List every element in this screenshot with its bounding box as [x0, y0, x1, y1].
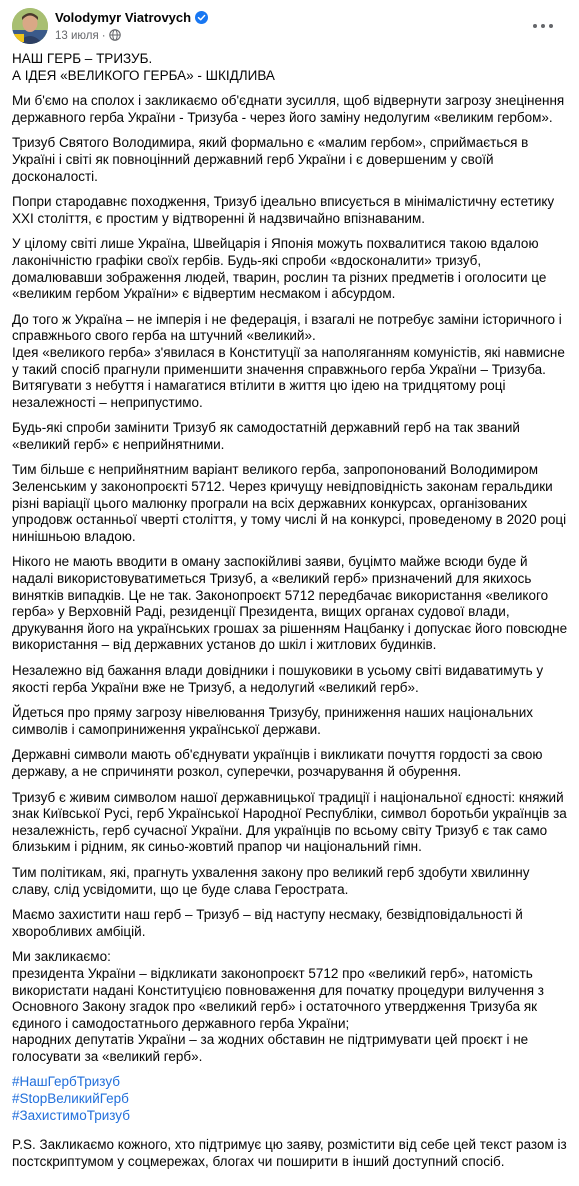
post-paragraph: Тризуб Святого Володимира, який формально є «малим гербом», сприймається в Україні і світі як повноцінний державний герб України і є довершеним у своїй досконалості. — [12, 135, 529, 184]
more-options-icon[interactable] — [531, 14, 555, 38]
post-paragraph: Попри стародавнє походження, Тризуб ідеально вписується в мінімалістичну естетику XXI століття, є простим у відтворенні й надзвичайно впізнаваним. — [12, 194, 555, 226]
post-paragraph: Ми закликаємо: президента України – відкликати законопроєкт 5712 про «великий герб», натомість використати надані Конституцією повноваження для початку процедури вилучення з Основного Закону згадок про «великий герб» і остаточного утвердження Тризуба як єдиного і самодостатнього державного герба України; народних депутатів України – за жодних обставин не підтримувати цей проєкт і не голосувати за «великий герб». — [12, 949, 544, 1064]
hashtag-link[interactable]: #StopВеликийГерб — [12, 1091, 129, 1107]
post-paragraph: Йдеться про пряму загрозу нівелювання Тризубу, приниження наших національних символів і самоприниження української держави. — [12, 705, 534, 737]
postscript: P.S. Закликаємо кожного, хто підтримує цю заяву, розмістити від себе цей текст разом із постскриптумом у соцмережах, блогах чи поширити в інший доступний спосіб. — [12, 1137, 567, 1169]
author-name[interactable]: Volodymyr Viatrovych — [55, 10, 192, 25]
post-paragraph: Тим більше є неприйнятним варіант великого герба, запропонований Володимиром Зеленським у законопроєкті 5712. Через кричущу невідповідність законам геральдики різні варіації цього малюнку програли на всіх державних конкурсах, організованих упродовж останньої чверті століття, у тому числі й на конкурсі, проведеному в 2020 році нинішньою владою. — [12, 462, 567, 544]
hashtag-list — [12, 1074, 570, 1124]
post-paragraph: НАШ ГЕРБ – ТРИЗУБ. А ІДЕЯ «ВЕЛИКОГО ГЕРБА» - ШКІДЛИВА — [12, 51, 275, 83]
post-paragraph: Незалежно від бажання влади довідники і пошуковики в усьому світі видаватимуть у якості герба України вже не Тризуб, а недолугий «великий герб». — [12, 663, 544, 695]
post-paragraph: Тим політикам, які, прагнуть ухвалення закону про великий герб здобути хвилинну славу, слід усвідомити, що це буде слава Герострата. — [12, 864, 530, 897]
post-body — [12, 51, 570, 1179]
post-paragraph: Нікого не мають вводити в оману заспокійливі заяви, буцімто майже всюди буде й надалі використовуватиметься Тризуб, а «великий герб» призначений для якихось винятків випадків. Це не так. Законопроєкт 5712 передбачає використання «великого герба» у Верховній Раді, резиденції Президента, вищих органах судової влади, друкування його на українських грошах за рішенням Нацбанку і допускає його повсюдне використання – від державних установ до шкіл і житлових будинків. — [12, 554, 568, 653]
post-paragraph: Ми б'ємо на сполох і закликаємо об'єднати зусилля, щоб відвернути загрозу знецінення державного герба України - Тризуба - через його заміну недолугим «великим гербом». — [12, 93, 565, 125]
hashtag-link[interactable]: #НашГербТризуб — [12, 1074, 120, 1090]
hashtag-link[interactable]: #ЗахистимоТризуб — [12, 1107, 130, 1123]
post-paragraphs — [12, 51, 570, 1065]
post-paragraph: Державні символи мають об'єднувати українців і викликати почуття гордості за свою державу, а не спричиняти розкол, суперечки, розчарування й обурення. — [12, 747, 543, 779]
post-paragraph: Тризуб є живим символом нашої державницької традиції і національної єдності: княжий знак Київської Русі, герб Української Народної Республіки, символ боротьби українців за незалежність, герб сучасної України. Для українців по всьому світу Тризуб є так само близьким і рідним, як синьо-жовтий прапор чи національний гімн. — [12, 789, 567, 855]
verified-badge-icon — [195, 11, 208, 27]
globe-icon — [109, 29, 121, 44]
avatar[interactable] — [12, 8, 48, 44]
post-meta — [55, 29, 121, 44]
post-header — [12, 6, 567, 46]
post-date[interactable]: 13 июля — [55, 30, 99, 42]
post-paragraph: Будь-які спроби замінити Тризуб як самодостатній державний герб на так званий «великий герб» є неприйнятними. — [12, 420, 520, 452]
post-paragraph: Маємо захистити наш герб – Тризуб – від наступу несмаку, безвідповідальності й хворобливих амбіцій. — [12, 907, 523, 939]
post-paragraph: До того ж Україна – не імперія і не федерація, і взагалі не потребує заміни історичного і справжнього свого герба на штучний «великий». Ідея «великого герба» з'явилася в Конституції за наполяганням комуністів, які навмисне у такий спосіб прагнули применшити значення справжнього герба України – Тризуба. Витягувати з небуття і намагатися втілити в життя цю ідею на тридцятому році незалежності – неприпустимо. — [12, 311, 565, 410]
meta-separator: · — [101, 30, 106, 42]
post-paragraph: У цілому світі лише Україна, Швейцарія і Японія можуть похвалитися такою вдалою лаконічністю графіки своїх гербів. Будь-які спроби «вдосконалити» тризуб, домалювавши зображення людей, тварин, рослин та різних предметів і оголосити це «великим гербом України» є відвертим несмаком і абсурдом. — [12, 236, 547, 302]
